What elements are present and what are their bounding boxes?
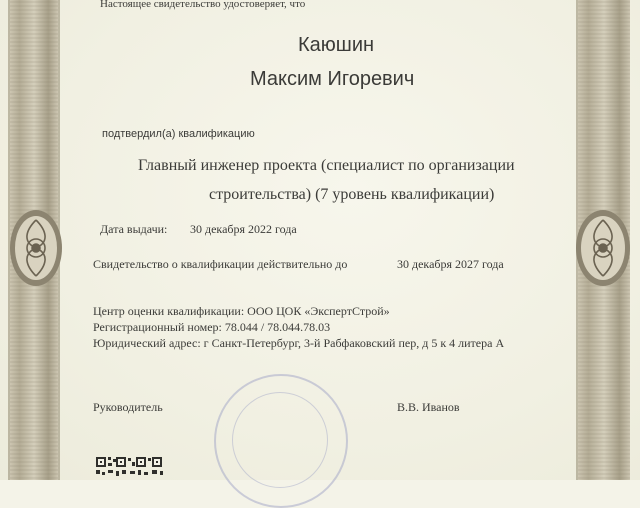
head-signatory-label: Руководитель (93, 400, 163, 414)
qr-code-icon (94, 455, 166, 480)
validity-label: Свидетельство о квалификации действительно до (93, 257, 348, 271)
legal-address: Юридический адрес: г Санкт-Петербург, 3-й Рабфаковский пер, д 5 к 4 литера А (93, 336, 505, 350)
issue-date-value: 30 декабря 2022 года (190, 222, 297, 236)
qualification-title-line-2: строительства) (7 уровень квалификации) (209, 186, 495, 203)
certificate-header-text: Настоящее свидетельство удостоверяет, что (100, 0, 306, 10)
head-signatory-name: В.В. Иванов (397, 400, 460, 414)
issue-date-label: Дата выдачи: (100, 222, 168, 236)
holder-surname: Каюшин (298, 34, 375, 56)
assessment-center: Центр оценки квалификации: ООО ЦОК «ЭкспертСтрой» (93, 304, 390, 318)
holder-given-names: Максим Игоревич (250, 68, 415, 90)
registration-number: Регистрационный номер: 78.044 / 78.044.78.03 (93, 320, 331, 334)
confirmed-qualification-text: подтвердил(а) квалификацию (102, 128, 255, 140)
validity-date-value: 30 декабря 2027 года (397, 257, 504, 271)
qualification-title-line-1: Главный инженер проекта (специалист по организации (138, 157, 515, 174)
official-stamp-inner-ring (232, 392, 328, 488)
right-rosette-ornament (574, 208, 632, 288)
left-rosette-ornament (8, 208, 64, 288)
